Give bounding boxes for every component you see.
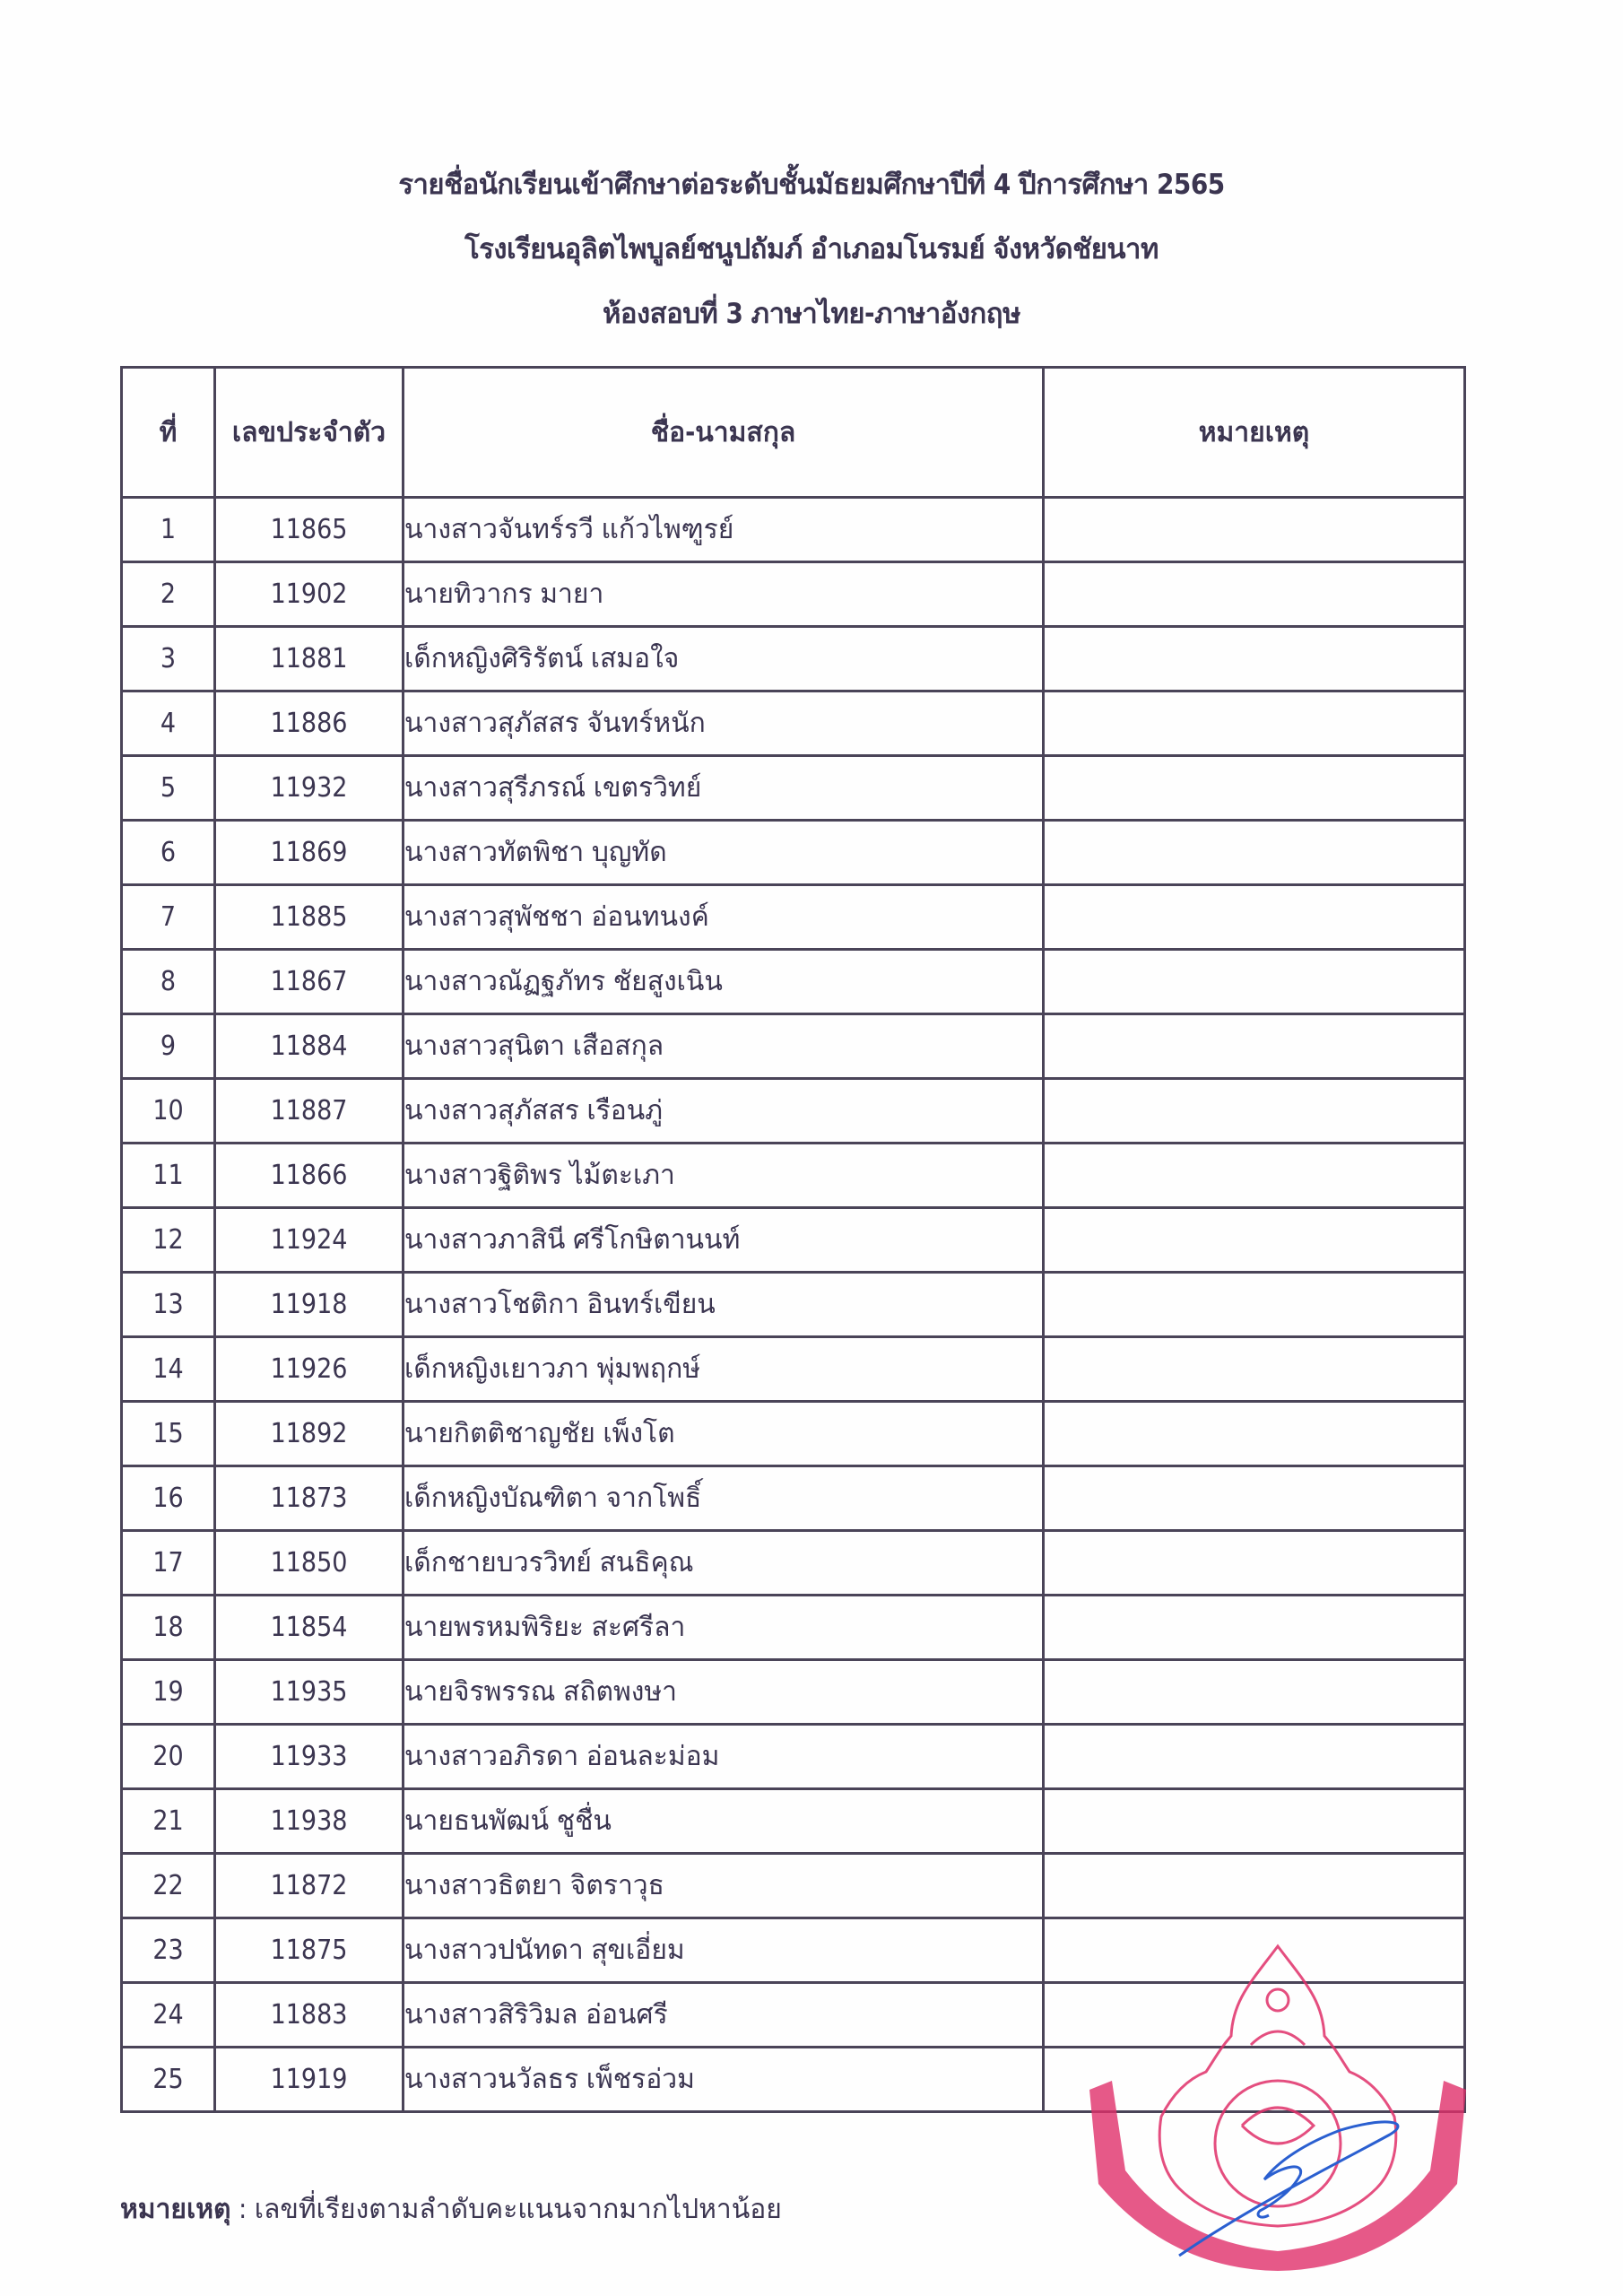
- student-name: นางสาวณัฏฐภัทร ชัยสูงเนิน: [404, 950, 1044, 1014]
- remark: [1044, 1014, 1465, 1079]
- footnote: [120, 2188, 782, 2231]
- student-id: 11886: [215, 691, 404, 756]
- student-id: 11881: [215, 627, 404, 691]
- table-header-row: [122, 368, 1465, 498]
- remark: [1044, 1660, 1465, 1725]
- student-id: 11892: [215, 1402, 404, 1466]
- table-row: [122, 2048, 1465, 2112]
- student-id: 11854: [215, 1596, 404, 1660]
- row-number: 18: [122, 1596, 215, 1660]
- student-name: นางสาวภาสินี ศรีโกษิตานนท์: [404, 1208, 1044, 1273]
- student-id: 11866: [215, 1144, 404, 1208]
- remark: [1044, 1466, 1465, 1531]
- remark: [1044, 627, 1465, 691]
- remark: [1044, 1725, 1465, 1789]
- table-row: [122, 1918, 1465, 1983]
- student-id: 11935: [215, 1660, 404, 1725]
- student-id: 11924: [215, 1208, 404, 1273]
- row-number: 23: [122, 1918, 215, 1983]
- student-name: นายจิรพรรณ สถิตพงษา: [404, 1660, 1044, 1725]
- table-row: [122, 1079, 1465, 1144]
- student-name: นางสาวฐิติพร ไม้ตะเภา: [404, 1144, 1044, 1208]
- student-id: 11875: [215, 1918, 404, 1983]
- remark: [1044, 756, 1465, 821]
- row-number: 17: [122, 1531, 215, 1596]
- student-id: 11885: [215, 885, 404, 950]
- row-number: 4: [122, 691, 215, 756]
- student-id: 11884: [215, 1014, 404, 1079]
- school-name: โรงเรียนอุลิตไพบูลย์ชนูปถัมภ์ อำเภอมโนรมย์ จังหวัดชัยนาท: [464, 233, 1159, 265]
- footnote-separator: :: [230, 2194, 255, 2225]
- student-name: เด็กหญิงศิริรัตน์ เสมอใจ: [404, 627, 1044, 691]
- table-row: [122, 1337, 1465, 1402]
- student-name: นางสาวสุพัชชา อ่อนทนงค์: [404, 885, 1044, 950]
- row-number: 24: [122, 1983, 215, 2048]
- document-header: [0, 152, 1623, 346]
- table-row: [122, 1531, 1465, 1596]
- student-name: นางสาวนวัลธร เพ็ชรอ่วม: [404, 2048, 1044, 2112]
- student-name: นายทิวากร มายา: [404, 562, 1044, 627]
- row-number: 21: [122, 1789, 215, 1854]
- remark: [1044, 1079, 1465, 1144]
- student-name: นางสาวสุนิตา เสือสกุล: [404, 1014, 1044, 1079]
- remark: [1044, 1208, 1465, 1273]
- row-number: 9: [122, 1014, 215, 1079]
- remark: [1044, 1918, 1465, 1983]
- table-row: [122, 691, 1465, 756]
- row-number: 16: [122, 1466, 215, 1531]
- row-number: 25: [122, 2048, 215, 2112]
- exam-room-label: ห้องสอบที่ 3 ภาษาไทย-ภาษาอังกฤษ: [602, 298, 1021, 330]
- student-name: นางสาวธิตยา จิตราวุธ: [404, 1854, 1044, 1918]
- table-row: [122, 1014, 1465, 1079]
- row-number: 3: [122, 627, 215, 691]
- table-row: [122, 756, 1465, 821]
- row-number: 14: [122, 1337, 215, 1402]
- table-row: [122, 950, 1465, 1014]
- row-number: 19: [122, 1660, 215, 1725]
- remark: [1044, 2048, 1465, 2112]
- row-number: 11: [122, 1144, 215, 1208]
- row-number: 22: [122, 1854, 215, 1918]
- student-name: เด็กหญิงบัณฑิตา จากโพธิ์: [404, 1466, 1044, 1531]
- remark: [1044, 1983, 1465, 2048]
- student-id: 11902: [215, 562, 404, 627]
- table-row: [122, 1466, 1465, 1531]
- footnote-text: เลขที่เรียงตามลำดับคะแนนจากมากไปหาน้อย: [254, 2194, 782, 2225]
- table-row: [122, 885, 1465, 950]
- remark: [1044, 562, 1465, 627]
- student-name: นางสาวปนัทดา สุขเอี่ยม: [404, 1918, 1044, 1983]
- student-id: 11926: [215, 1337, 404, 1402]
- student-name: นางสาวทัตพิชา บุญทัด: [404, 821, 1044, 885]
- table-row: [122, 1596, 1465, 1660]
- row-number: 2: [122, 562, 215, 627]
- remark: [1044, 1789, 1465, 1854]
- row-number: 7: [122, 885, 215, 950]
- student-name: นายพรหมพิริยะ สะศรีลา: [404, 1596, 1044, 1660]
- student-id: 11887: [215, 1079, 404, 1144]
- remark: [1044, 1273, 1465, 1337]
- student-id: 11869: [215, 821, 404, 885]
- remark: [1044, 1402, 1465, 1466]
- column-header-remark: หมายเหตุ: [1044, 368, 1465, 498]
- student-name: นางสาวสุรีภรณ์ เขตรวิทย์: [404, 756, 1044, 821]
- student-id: 11938: [215, 1789, 404, 1854]
- remark: [1044, 691, 1465, 756]
- student-name: นายกิตติชาญชัย เพ็งโต: [404, 1402, 1044, 1466]
- student-id: 11933: [215, 1725, 404, 1789]
- student-name: นางสาวอภิรดา อ่อนละม่อม: [404, 1725, 1044, 1789]
- student-name: นายธนพัฒน์ ชูชื่น: [404, 1789, 1044, 1854]
- table-row: [122, 1789, 1465, 1854]
- row-number: 5: [122, 756, 215, 821]
- row-number: 8: [122, 950, 215, 1014]
- table-row: [122, 1208, 1465, 1273]
- table-row: [122, 498, 1465, 562]
- table-row: [122, 821, 1465, 885]
- remark: [1044, 821, 1465, 885]
- student-name: นางสาวโชติกา อินทร์เขียน: [404, 1273, 1044, 1337]
- student-id: 11872: [215, 1854, 404, 1918]
- column-header-student-id: เลขประจำตัว: [215, 368, 404, 498]
- column-header-full-name: ชื่อ-นามสกุล: [404, 368, 1044, 498]
- student-name: นางสาวสุภัสสร เรือนภู่: [404, 1079, 1044, 1144]
- student-id: 11918: [215, 1273, 404, 1337]
- row-number: 1: [122, 498, 215, 562]
- footnote-label: หมายเหตุ: [120, 2194, 231, 2225]
- table-row: [122, 1854, 1465, 1918]
- remark: [1044, 1144, 1465, 1208]
- table-row: [122, 1144, 1465, 1208]
- row-number: 15: [122, 1402, 215, 1466]
- student-id: 11865: [215, 498, 404, 562]
- student-name: นางสาวจันทร์รวี แก้วไพฑูรย์: [404, 498, 1044, 562]
- document-title: รายชื่อนักเรียนเข้าศึกษาต่อระดับชั้นมัธยมศึกษาปีที่ 4 ปีการศึกษา 2565: [398, 169, 1225, 201]
- row-number: 20: [122, 1725, 215, 1789]
- row-number: 6: [122, 821, 215, 885]
- table-row: [122, 1660, 1465, 1725]
- column-header-number: ที่: [122, 368, 215, 498]
- student-id: 11850: [215, 1531, 404, 1596]
- student-name: เด็กชายบวรวิทย์ สนธิคุณ: [404, 1531, 1044, 1596]
- table-row: [122, 562, 1465, 627]
- remark: [1044, 885, 1465, 950]
- student-id: 11932: [215, 756, 404, 821]
- student-name: นางสาวสิริวิมล อ่อนศรี: [404, 1983, 1044, 2048]
- remark: [1044, 1596, 1465, 1660]
- remark: [1044, 1854, 1465, 1918]
- student-id: 11919: [215, 2048, 404, 2112]
- remark: [1044, 1337, 1465, 1402]
- remark: [1044, 1531, 1465, 1596]
- student-id: 11883: [215, 1983, 404, 2048]
- table-body: [122, 498, 1465, 2112]
- student-roster-table: [120, 366, 1466, 2113]
- student-name: นางสาวสุภัสสร จันทร์หนัก: [404, 691, 1044, 756]
- remark: [1044, 950, 1465, 1014]
- remark: [1044, 498, 1465, 562]
- row-number: 13: [122, 1273, 215, 1337]
- row-number: 12: [122, 1208, 215, 1273]
- table-row: [122, 1402, 1465, 1466]
- table-row: [122, 627, 1465, 691]
- row-number: 10: [122, 1079, 215, 1144]
- student-id: 11873: [215, 1466, 404, 1531]
- table-row: [122, 1983, 1465, 2048]
- student-id: 11867: [215, 950, 404, 1014]
- table-row: [122, 1273, 1465, 1337]
- student-name: เด็กหญิงเยาวภา พุ่มพฤกษ์: [404, 1337, 1044, 1402]
- table-row: [122, 1725, 1465, 1789]
